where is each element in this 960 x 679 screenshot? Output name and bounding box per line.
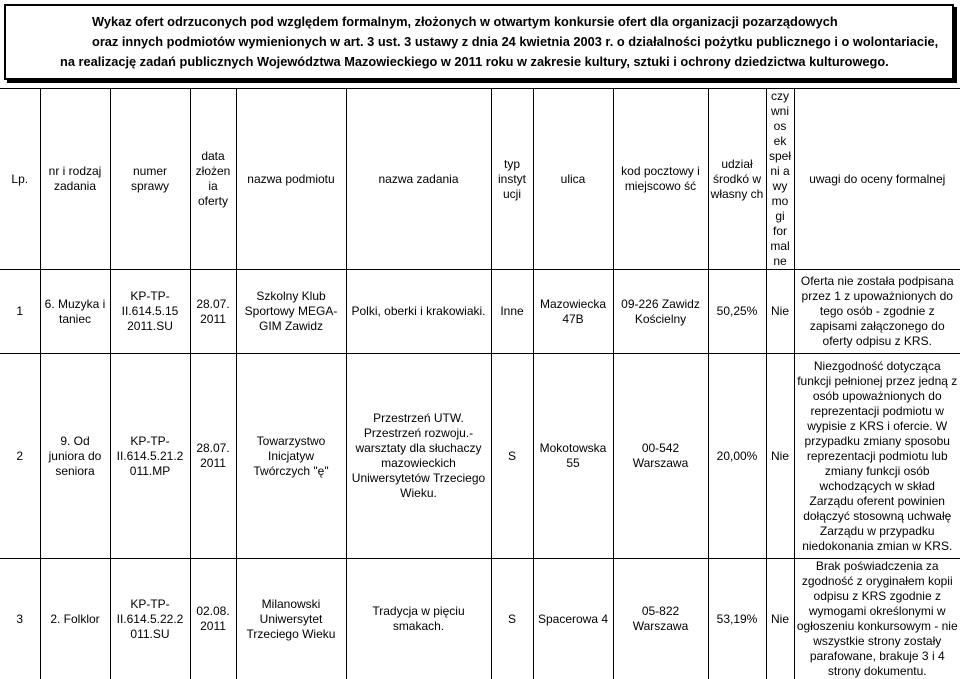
cell-ulica: Mazowiecka 47B (533, 270, 613, 354)
cell-typ-instytucji: Inne (491, 270, 533, 354)
cell-nazwa-zadania: Przestrzeń UTW. Przestrzeń rozwoju.- warsztaty dla słuchaczy mazowieckich Uniwersytetów Trzeciego Wieku. (346, 354, 491, 559)
cell-udzial-srodkow: 20,00% (708, 354, 766, 559)
cell-wymogi-formalne: Nie (766, 354, 794, 559)
header-kod-pocztowy: kod pocztowy i miejscowo ść (613, 89, 708, 270)
table-row (0, 270, 960, 354)
header-nr-rodzaj: nr i rodzaj zadania (40, 89, 110, 270)
cell-nazwa-podmiotu: Milanowski Uniwersytet Trzeciego Wieku (236, 559, 346, 679)
cell-nazwa-zadania: Tradycja w pięciu smakach. (346, 559, 491, 679)
cell-udzial-srodkow: 53,19% (708, 559, 766, 679)
cell-data-zlozenia: 02.08. 2011 (190, 559, 236, 679)
header-ulica: ulica (533, 89, 613, 270)
table-header-row (0, 89, 960, 270)
title-line-3: na realizację zadań publicznych Województwa Mazowieckiego w 2011 roku w zakresie kultury, sztuki i ochrony dziedzictwa kulturowego. (6, 52, 952, 72)
cell-ulica: Spacerowa 4 (533, 559, 613, 679)
header-wymogi-formalne: czy wnios ek spełni a wymo gi formal ne (766, 89, 794, 270)
cell-ulica: Mokotowska 55 (533, 354, 613, 559)
cell-numer-sprawy: KP-TP-II.614.5.22.2 011.SU (110, 559, 190, 679)
title-line-1: Wykaz ofert odrzuconych pod względem formalnym, złożonych w otwartym konkursie ofert dla organizacji pozarządowych (6, 12, 952, 32)
cell-nazwa-zadania: Polki, oberki i krakowiaki. (346, 270, 491, 354)
title-line-2: oraz innych podmiotów wymienionych w art. 3 ust. 3 ustawy z dnia 24 kwietnia 2003 r. o działalności pożytku publicznego i o wolontariacie, (6, 32, 952, 52)
cell-nazwa-podmiotu: Szkolny Klub Sportowy MEGA-GIM Zawidz (236, 270, 346, 354)
cell-typ-instytucji: S (491, 354, 533, 559)
cell-uwagi: Brak poświadczenia za zgodność z oryginałem kopii odpisu z KRS zgodnie z wymogami określonymi w ogłoszeniu konkursowym - nie wszystkie strony zostały parafowane, brakuje 3 i 4 strony dokumentu. (794, 559, 960, 679)
cell-lp: 2 (0, 354, 40, 559)
cell-numer-sprawy: KP-TP-II.614.5.21.2 011.MP (110, 354, 190, 559)
header-typ-instytucji: typ instyt ucji (491, 89, 533, 270)
cell-nr-rodzaj: 2. Folklor (40, 559, 110, 679)
cell-lp: 3 (0, 559, 40, 679)
cell-kod-pocztowy: 09-226 Zawidz Kościelny (613, 270, 708, 354)
cell-data-zlozenia: 28.07. 2011 (190, 354, 236, 559)
cell-udzial-srodkow: 50,25% (708, 270, 766, 354)
header-nazwa-podmiotu: nazwa podmiotu (236, 89, 346, 270)
cell-lp: 1 (0, 270, 40, 354)
cell-kod-pocztowy: 05-822 Warszawa (613, 559, 708, 679)
cell-nazwa-podmiotu: Towarzystwo Inicjatyw Twórczych "ę" (236, 354, 346, 559)
header-uwagi: uwagi do oceny formalnej (794, 89, 960, 270)
cell-uwagi: Niezgodność dotycząca funkcji pełnionej przez jedną z osób upoważnionych do reprezentacji podmiotu w wypisie z KRS i ofercie. W przypadku zmiany sposobu reprezentacji podmiotu lub zmiany funkcji osób wchodzących w skład Zarządu oferent powinien dołączyć stosowną uchwałę Zarządu w przypadku niedokonania zmian w KRS. (794, 354, 960, 559)
cell-nr-rodzaj: 6. Muzyka i taniec (40, 270, 110, 354)
cell-uwagi: Oferta nie została podpisana przez 1 z upoważnionych do tego osób - zgodnie z zapisami załączonego do oferty odpisu z KRS. (794, 270, 960, 354)
header-data-zlozenia: data złożen ia oferty (190, 89, 236, 270)
table-row (0, 559, 960, 679)
cell-wymogi-formalne: Nie (766, 559, 794, 679)
cell-wymogi-formalne: Nie (766, 270, 794, 354)
cell-nr-rodzaj: 9. Od juniora do seniora (40, 354, 110, 559)
header-udzial-srodkow: udział środkó w własny ch (708, 89, 766, 270)
header-nazwa-zadania: nazwa zadania (346, 89, 491, 270)
offers-table (0, 88, 960, 679)
cell-kod-pocztowy: 00-542 Warszawa (613, 354, 708, 559)
cell-typ-instytucji: S (491, 559, 533, 679)
cell-numer-sprawy: KP-TP-II.614.5.15 2011.SU (110, 270, 190, 354)
document-title-box (4, 4, 954, 80)
header-numer-sprawy: numer sprawy (110, 89, 190, 270)
header-lp: Lp. (0, 89, 40, 270)
cell-data-zlozenia: 28.07. 2011 (190, 270, 236, 354)
table-row (0, 354, 960, 559)
